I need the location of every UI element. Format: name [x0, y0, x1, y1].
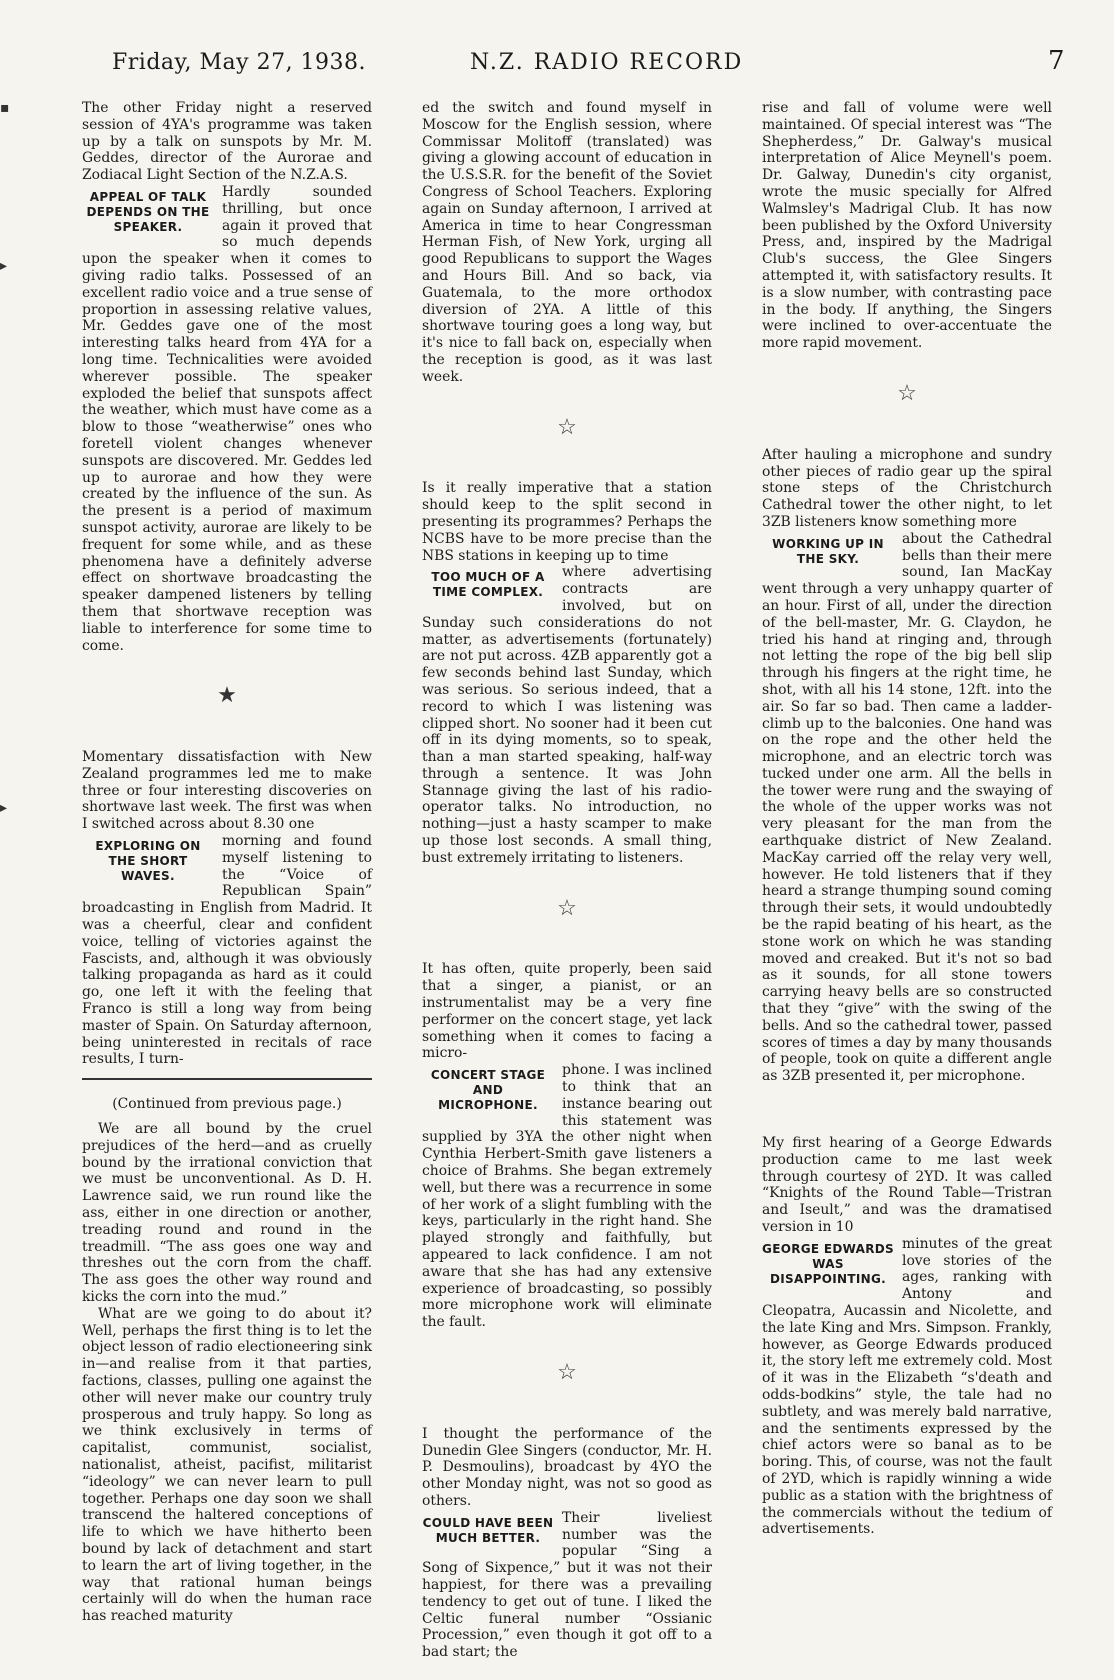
issue-date: Friday, May 27, 1938. — [112, 50, 367, 75]
article-glee-singers — [422, 1426, 712, 1661]
article-paragraph: morning and found myself listening to the “Voice of Republican Spain” broadcasting in English from Madrid. It was a cheerful, clear and confident voice, telling of victories against the Fascists, and, although it was obviously talking propaganda as hard as it could go, one left it with the feeling that Franco is still a long way from being master of Spain. On Saturday afternoon, being uninterested in recitals of race results, I turn- — [82, 833, 372, 1068]
article-paragraph: ed the switch and found myself in Moscow for the English session, where Commissar Molitoff (translated) was giving a glowing account of education in the U.S.S.R. for the benefit of the Soviet Congress of School Teachers. Exploring again on Sunday afternoon, I arrived at America in time to hear Congressman Herman Fish, of New York, urging all good Republicans to support the Wages and Hours Bill. And so back, via Guatemala, to the more orthodox diversion of 2YA. A little of this shortwave touring goes a long way, but it's nice to fall back on, especially when the reception is good, as it was last week. — [422, 100, 712, 385]
spacer — [762, 1095, 1052, 1135]
side-heading: GEORGE EDWARDS WAS DISAPPOINTING. — [762, 1241, 894, 1286]
article-paragraph: where advertising contracts are involved, but on Sunday such considerations do not matter, as advertisements (fortunately) are not put across. 4ZB apparently got a few seconds behind last Sunday, which was serious. So serious indeed, that a record to which I was listening was clipped short. No sooner had it been cut off in its dying moments, so to speak, than a man started speaking, half-way through a sentence. It was John Stannage giving the last of his radio-operator talks. No introduction, no nothing—just a hasty scamper to make up those lost seconds. A small thing, bust extremely irritating to listeners. — [422, 564, 712, 866]
publication-title: N.Z. RADIO RECORD — [470, 50, 744, 75]
article-paragraph: Momentary dissatisfaction with New Zealand programmes led me to make three or four interesting discoveries on shortwave last week. The first was when I switched across about 8.30 one — [82, 749, 372, 833]
margin-mark-icon: ▪ — [0, 100, 10, 116]
article-paragraph: I thought the performance of the Dunedin Glee Singers (conductor, Mr. H. P. Desmoulins), broadcast by 4YO the other Monday night, was not so good as others. — [422, 1425, 712, 1509]
article-paragraph: about the Cathedral bells than their mere sound, Ian MacKay went through a very unhappy quarter of an hour. First of all, under the direction of the bell-master, Mr. G. Claydon, he tried his hand at ringing and, through not letting the rope of the big bell slip through his fingers at the right time, he shot, with all his 14 stone, 12ft. into the air. So far so bad. Then came a ladder-climb up to the balconies. One hand was on the rope and the other held the microphone, and an electric torch was tucked under one arm. All the bells in the tower were rung and the swaying of the whole of the upper works was not very pleasant for the man from the earthquake district of New Zealand. MacKay carried off the relay very well, however. He told listeners that if they heard a strange thumping sound coming through their sets, it would undoubtedly be the rapid beating of his heart, as the stone work on which he was standing moved and creaked. But it's not so bad as it sounds, for all stone towers carrying heavy bells are so constructed that they “give” with the swing of the bells. And so the cathedral tower, passed scores of times a day by many thousands of people, took on quite a different angle as 3ZB presented it, per microphone. — [762, 530, 1052, 1085]
star-outline-icon: ☆ — [557, 414, 577, 440]
article-concert-stage — [422, 961, 712, 1331]
article-short-waves — [82, 749, 372, 1068]
article-paragraph: It has often, quite properly, been said that a singer, a pianist, or an instrumentalist may be a very fine performer on the concert stage, yet lack something when it comes to facing a micro- — [422, 961, 712, 1062]
article-paragraph: After hauling a microphone and sundry other pieces of radio gear up the spiral stone steps of the Christchurch Cathedral tower the other night, to let 3ZB listeners know something more — [762, 446, 1052, 530]
article-continued — [82, 1096, 372, 1625]
side-heading: COULD HAVE BEEN MUCH BETTER. — [422, 1515, 554, 1545]
star-outline-icon: ☆ — [557, 1360, 577, 1385]
article-short-waves-cont — [422, 100, 712, 386]
article-paragraph: My first hearing of a George Edwards production came to me last week through courtesy of 2YD. It was called “Knights of the Round Table—Tristran and Iseult,” and was the dramatised version in 10 — [762, 1135, 1052, 1236]
side-heading: CONCERT STAGE AND MICROPHONE. — [430, 1068, 546, 1113]
divider — [82, 1078, 372, 1080]
article-paragraph: The other Friday night a reserved session of 4YA's programme was taken up by a talk on sunspots by Mr. M. Geddes, director of the Aurorae and Zodiacal Light Section of the N.Z.A.S. — [82, 100, 372, 184]
article-paragraph: What are we going to do about it? Well, perhaps the first thing is to let the object lesson of radio electioneering sink in—and realise from it that parties, factions, classes, pulling one against the other will never make our country truly prosperous and truly happy. So long as we think exclusively in terms of capitalist, communist, socialist, nationalist, atheist, pacifist, militarist “ideology” we can never learn to pull together. Perhaps one day soon we shall transcend the haltered conceptions of life to which we have hitherto been bound by lack of detachment and start to learn the art of living together, in the way that rational human beings certainly will do when the human race has reached maturity — [82, 1305, 372, 1625]
side-heading: TOO MUCH OF A TIME COMPLEX. — [431, 570, 545, 600]
article-cathedral-bells — [762, 447, 1052, 1085]
star-outline-icon: ☆ — [897, 380, 917, 406]
column-1 — [82, 100, 372, 1635]
article-paragraph: Hardly sounded thrilling, but once again it proved that so much depends upon the speaker when it comes to giving radio talks. Possessed of an excellent radio voice and a true sense of proportion in assessing relative values, Mr. Geddes gave one of the most interesting talks heard from 4YA for a long time. Technicalities were avoided wherever possible. The speaker exploded the belief that sunspots affect the weather, which must have come as a blow to those “weatherwise” ones who foretell violent changes whenever sunspots are discovered. Mr. Geddes led up to aurorae and how they were created by the influence of the sun. As the present is a period of maximum sunspot activity, aurorae are likely to be frequent for some while, and as these phenomena have a definitely adverse effect on shortwave broadcasting the speaker dampened listeners by telling them that shortwave reception was liable to interference for some time to come. — [82, 183, 372, 654]
article-paragraph: minutes of the great love stories of the ages, ranking with Antony and Cleopatra, Aucassin and Nicolette, and the late King and Mrs. Simpson. Frankly, however, as George Edwards produced it, the story left me extremely cold. Most of it was in the Elizabeth “s'death and odds-bodkins” style, the tale had no subtlety, and was merely bald narrative, and the sentiments expressed by the chief actors were so banal as to be boring. This, of course, was not the fault of 2YD, which is rapidly winning a wide public as a station with the brightness of the commercials without the tedium of advertisements. — [762, 1235, 1052, 1538]
article-paragraph: Their liveliest number was the popular “Sing a Song of Sixpence,” but it was not their happiest, for there was a prevailing tendency to get out of tune. I liked the Celtic funeral number “Ossianic Procession,” even though it got off to a bad start; the — [422, 1509, 712, 1661]
side-heading: EXPLORING ON THE SHORT WAVES. — [95, 839, 201, 884]
article-paragraph: rise and fall of volume were well maintained. Of special interest was “The Shepherdess,” Dr. Galway's musical interpretation of Alice Meynell's poem. Dr. Galway, Dunedin's city organist, wrote the music specially for Alfred Walmsley's Madrigal Club. It has now been published by the Oxford University Press, and, inspired by the Madrigal Club's success, the Glee Singers attempted it, with satisfactory results. It is a slow number, with contrasting pace in the body. If anything, the Singers were inclined to over-accentuate the more rapid movement. — [762, 100, 1052, 352]
continued-note: (Continued from previous page.) — [112, 1096, 342, 1113]
column-2 — [422, 100, 712, 1671]
article-george-edwards — [762, 1135, 1052, 1538]
star-solid-icon: ★ — [217, 683, 237, 709]
article-paragraph: We are all bound by the cruel prejudices of the herd—and as cruelly bound by the irrational conviction that we must be unconventional. As D. H. Lawrence said, we run round like the ass, either in one direction or another, treading round and round in the treadmill. “The ass goes one way and threshes out the corn from the chaff. The ass goes the other way round and kicks the corn into the mud.” — [82, 1121, 372, 1305]
column-3 — [762, 100, 1052, 1548]
side-heading: WORKING UP IN THE SKY. — [772, 536, 884, 566]
margin-mark-icon: ▸ — [0, 258, 8, 274]
page-number: 7 — [1048, 46, 1066, 76]
article-sunspots — [82, 100, 372, 654]
side-heading: APPEAL OF TALK DEPENDS ON THE SPEAKER. — [86, 189, 210, 234]
article-glee-singers-cont — [762, 100, 1052, 352]
article-time-complex — [422, 480, 712, 866]
article-paragraph: phone. I was inclined to think that an instance bearing out this statement was supplied by 3YA the other night when Cynthia Herbert-Smith gave listeners a choice of Brahms. She began extremely well, but there was a recurrence in some of her work of a slight fumbling with the keys, particularly in the right hand. She played strongly and faithfully, but appeared to lack confidence. I am not aware that she has had any extensive experience of broadcasting, so possibly more microphone work will eliminate the fault. — [422, 1062, 712, 1331]
star-outline-icon: ☆ — [557, 895, 577, 921]
article-paragraph: Is it really imperative that a station should keep to the split second in presenting its programmes? Perhaps the NCBS have to be more precise than the NBS stations in keeping up to time — [422, 480, 712, 564]
margin-mark-icon: ▸ — [0, 800, 8, 816]
